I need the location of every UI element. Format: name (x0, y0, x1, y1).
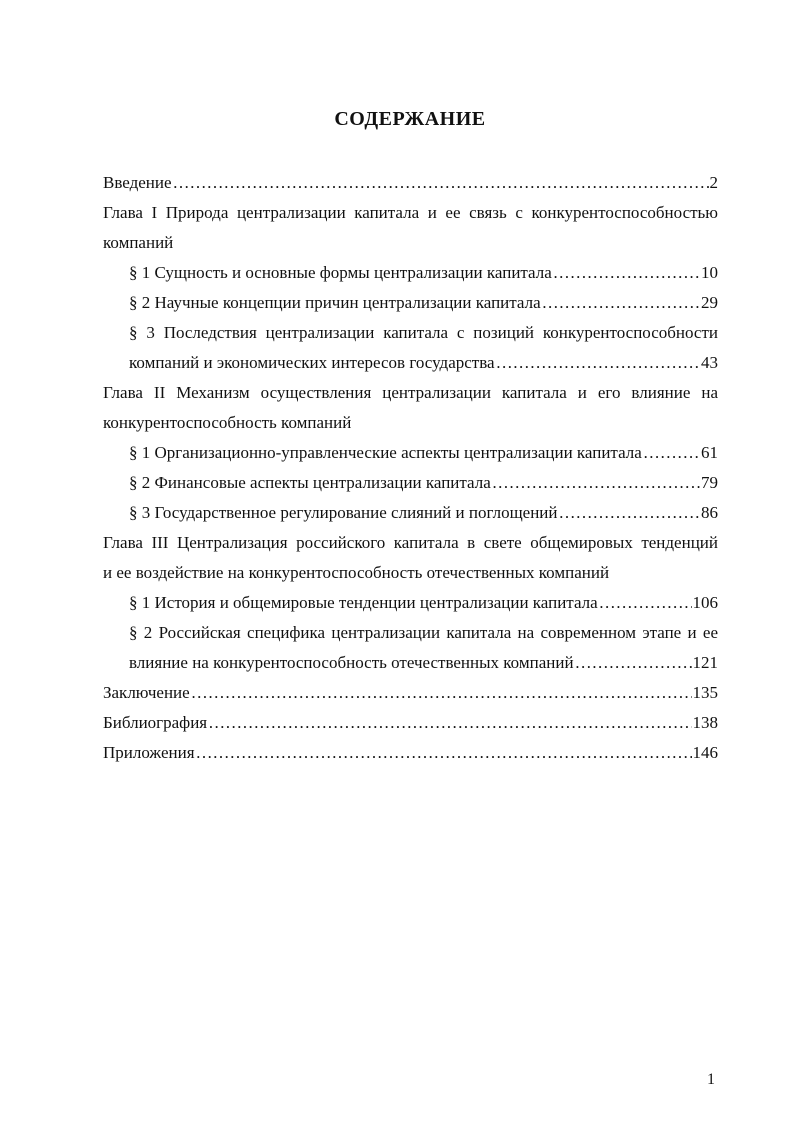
dot-leader (559, 498, 701, 528)
toc-entry-label: компаний и экономических интересов государства (129, 353, 495, 372)
dot-leader (643, 438, 700, 468)
toc-chapter-1-heading-cont[interactable]: компаний (103, 233, 174, 252)
toc-chapter-3-heading[interactable]: Глава III Централизация российского капитала в свете общемировых тенденций (103, 533, 718, 552)
dot-leader (173, 168, 709, 198)
toc-entry-label: Введение (103, 173, 172, 192)
toc-entry-page: 2 (709, 173, 718, 192)
dot-leader (492, 468, 700, 498)
toc-entry-label: Библиография (103, 713, 208, 732)
dot-leader (599, 588, 692, 618)
toc-entry-ch1-s3-line1[interactable]: § 3 Последствия централизации капитала с позиций конкурентоспособности (129, 323, 718, 342)
toc-entry-ch2-s1[interactable] (103, 438, 718, 468)
dot-leader (208, 708, 691, 738)
toc-entry-page: 10 (701, 263, 718, 282)
toc-entry-appendices[interactable] (103, 738, 718, 768)
toc-entry-page: 86 (701, 503, 718, 522)
toc-chapter-3-heading-cont[interactable]: и ее воздействие на конкурентоспособность отечественных компаний (103, 563, 610, 582)
dot-leader (191, 678, 692, 708)
dot-leader (553, 258, 700, 288)
toc-chapter-1-heading[interactable]: Глава I Природа централизации капитала и ее связь с конкурентоспособностью (103, 203, 718, 222)
toc-entry-label: § 2 Финансовые аспекты централизации капитала (129, 473, 491, 492)
dot-leader (575, 648, 692, 678)
dot-leader (542, 288, 700, 318)
toc-entry-conclusion[interactable] (103, 678, 718, 708)
table-of-contents (103, 168, 718, 768)
dot-leader (196, 738, 692, 768)
toc-entry-introduction[interactable] (103, 168, 718, 198)
toc-entry-label: § 3 Государственное регулирование слияний и поглощений (129, 503, 558, 522)
toc-entry-label: Приложения (103, 743, 195, 762)
page-number: 1 (707, 1071, 715, 1088)
toc-entry-label: влияние на конкурентоспособность отечественных компаний (129, 653, 574, 672)
toc-entry-label: § 1 Сущность и основные формы централизации капитала (129, 263, 552, 282)
toc-entry-page: 79 (701, 473, 718, 492)
toc-entry-page: 43 (701, 353, 718, 372)
toc-entry-label: Заключение (103, 683, 190, 702)
toc-entry-ch3-s1[interactable] (103, 588, 718, 618)
toc-entry-ch1-s3[interactable] (103, 348, 718, 378)
toc-entry-page: 121 (692, 653, 718, 672)
toc-entry-ch3-s2-line1[interactable]: § 2 Российская специфика централизации капитала на современном этапе и ее (129, 623, 718, 642)
toc-entry-page: 135 (692, 683, 718, 702)
toc-entry-label: § 1 Организационно-управленческие аспекты централизации капитала (129, 443, 642, 462)
toc-entry-page: 61 (701, 443, 718, 462)
toc-entry-page: 106 (692, 593, 718, 612)
page-title: СОДЕРЖАНИЕ (334, 108, 486, 130)
toc-chapter-2-heading-cont[interactable]: конкурентоспособность компаний (103, 413, 352, 432)
toc-entry-ch3-s2[interactable] (103, 648, 718, 678)
toc-chapter-2-heading[interactable]: Глава II Механизм осуществления централизации капитала и его влияние на (103, 383, 718, 402)
toc-entry-ch1-s1[interactable] (103, 258, 718, 288)
toc-entry-label: § 2 Научные концепции причин централизации капитала (129, 293, 541, 312)
dot-leader (496, 348, 700, 378)
toc-entry-ch2-s3[interactable] (103, 498, 718, 528)
toc-entry-ch2-s2[interactable] (103, 468, 718, 498)
toc-entry-page: 29 (701, 293, 718, 312)
toc-entry-page: 146 (692, 743, 718, 762)
toc-entry-label: § 1 История и общемировые тенденции централизации капитала (129, 593, 598, 612)
toc-entry-page: 138 (692, 713, 718, 732)
toc-entry-bibliography[interactable] (103, 708, 718, 738)
toc-entry-ch1-s2[interactable] (103, 288, 718, 318)
